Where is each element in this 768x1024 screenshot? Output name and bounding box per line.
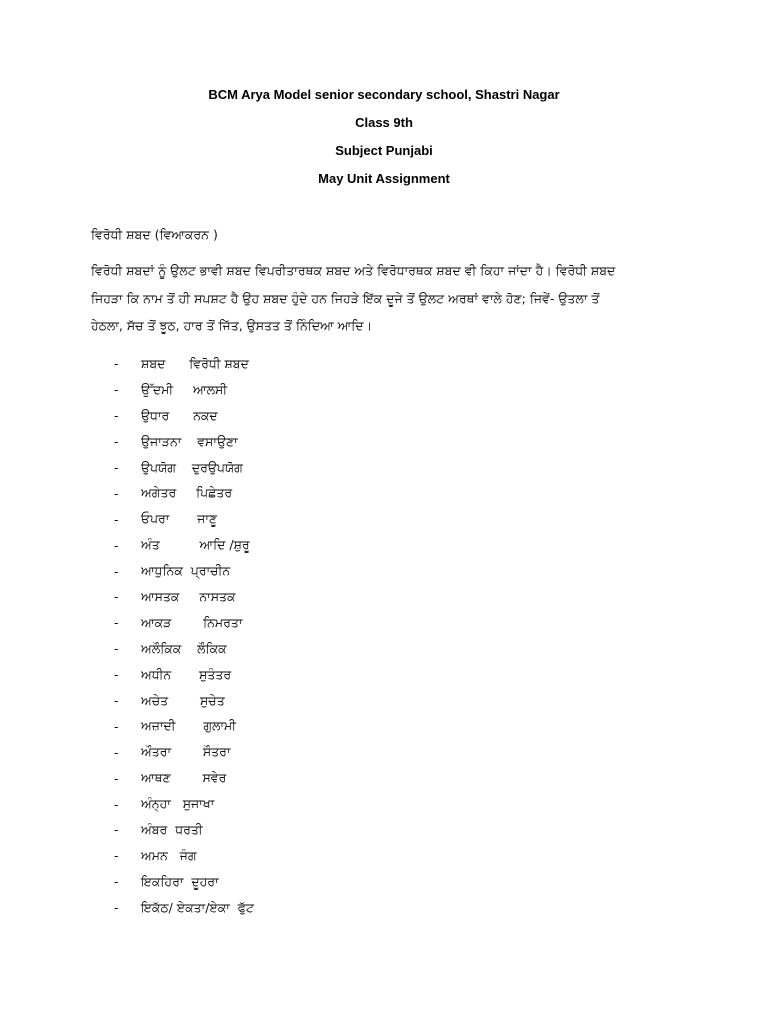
bullet-dash: -	[114, 667, 119, 683]
section-title: ਵਿਰੋਧੀ ਸ਼ਬਦ (ਵਿਆਕਰਨ )	[91, 227, 218, 242]
list-item	[114, 791, 254, 817]
list-item	[114, 480, 254, 506]
assignment-title: May Unit Assignment	[318, 171, 450, 186]
list-item	[114, 713, 254, 739]
word-pair-text: ਉਜਾੜਨਾ ਵਸਾਉਣਾ	[141, 433, 238, 449]
list-item	[114, 558, 254, 584]
word-pair-text: ਉੱਦਮੀ ਆਲਸੀ	[141, 381, 228, 397]
bullet-dash: -	[114, 434, 119, 450]
bullet-dash: -	[114, 718, 119, 734]
list-item	[114, 610, 254, 636]
list-item	[114, 895, 254, 921]
word-pair-text: ਆਥਣ ਸਵੇਰ	[141, 770, 227, 786]
bullet-dash: -	[114, 382, 119, 398]
bullet-dash: -	[114, 693, 119, 709]
list-item	[114, 662, 254, 688]
class-label: Class 9th	[355, 115, 413, 130]
list-item	[114, 584, 254, 610]
bullet-dash: -	[114, 460, 119, 475]
list-item	[114, 403, 254, 429]
word-pair-text: ਅਮਨ ਜੰਗ	[141, 847, 197, 863]
word-pair-text: ਅਲੌਕਿਕ ਲੌਕਿਕ	[141, 640, 227, 656]
word-pair-text: ਉਧਾਰ ਨਕਦ	[141, 407, 218, 423]
bullet-dash: -	[114, 511, 119, 527]
word-pair-text: ਅਚੇਤ ਸੁਚੇਤ	[141, 692, 225, 708]
word-pair-text: ਅੰਬਰ ਧਰਤੀ	[141, 821, 203, 837]
word-pair-text: ਅੰਤ ਆਦਿ /ਸ਼ੁਰੂ	[141, 537, 250, 553]
bullet-dash: -	[114, 537, 119, 553]
list-item	[114, 351, 254, 377]
paragraph-line: ਜਿਹੜਾ ਕਿ ਨਾਮ ਤੋਂ ਹੀ ਸਪਸ਼ਟ ਹੈ ਉਹ ਸ਼ਬਦ ਹੁੰਦੇ ਹਨ ਜਿਹੜੇ ਇੱਕ ਦੂਜੇ ਤੋਂ ਉਲਟ ਅਰਥਾਂ ਵਾਲੇ ਹੋਣ; ਜਿਵੇਂ- ਉਤਲਾ ਤੋਂ	[91, 290, 600, 306]
bullet-dash: -	[114, 900, 119, 916]
word-pair-text: ਇਕੱਠ/ ਏਕਤਾ/ਏਕਾ ਫੁੱਟ	[141, 899, 254, 915]
bullet-dash: -	[114, 563, 119, 579]
paragraph-line: ਹੇਠਲਾ, ਸੱਚ ਤੋਂ ਝੂਠ, ਹਾਰ ਤੋਂ ਜਿੱਤ, ਉਸਤਤ ਤੋਂ ਨਿੰਦਿਆ ਆਦਿ।	[91, 318, 373, 333]
list-item	[114, 429, 254, 455]
word-pair-text: ਓਪਰਾ ਜਾਣੂ	[141, 511, 218, 527]
bullet-dash: -	[114, 770, 119, 786]
word-pair-text: ਅਧੀਨ ਸੁਤੰਤਰ	[141, 666, 232, 682]
antonym-list	[114, 351, 254, 921]
list-item	[114, 377, 254, 403]
word-pair-text: ਅਜ਼ਾਦੀ ਗੁਲਾਮੀ	[141, 718, 237, 734]
word-pair-text: ਆਕੜ ਨਿਮਰਤਾ	[141, 614, 243, 630]
bullet-dash: -	[114, 589, 119, 605]
document-header	[0, 86, 768, 198]
bullet-dash: -	[114, 641, 119, 657]
bullet-dash: -	[114, 744, 119, 760]
bullet-dash: -	[114, 485, 119, 501]
word-pair-text: ਸ਼ਬਦ ਵਿਰੋਧੀ ਸ਼ਬਦ	[141, 355, 249, 371]
bullet-dash: -	[114, 796, 119, 812]
subject-label: Subject Punjabi	[335, 143, 433, 158]
list-item	[114, 455, 254, 481]
bullet-dash: -	[114, 356, 119, 372]
list-item	[114, 506, 254, 532]
list-item	[114, 869, 254, 895]
list-item	[114, 532, 254, 558]
list-item	[114, 636, 254, 662]
word-pair-text: ਇਕਹਿਰਾ ਦੂਹਰਾ	[141, 873, 219, 889]
bullet-dash: -	[114, 874, 119, 890]
word-pair-text: ਆਸਤਕ ਨਾਸਤਕ	[141, 588, 236, 604]
paragraph-line: ਵਿਰੋਧੀ ਸ਼ਬਦਾਂ ਨੂੰ ਉਲਟ ਭਾਵੀ ਸ਼ਬਦ ਵਿਪਰੀਤਾਰਥਕ ਸ਼ਬਦ ਅਤੇ ਵਿਰੋਧਾਰਥਕ ਸ਼ਬਦ ਵੀ ਕਿਹਾ ਜਾਂਦਾ ਹੈ। ਵਿਰੋਧੀ ਸ਼ਬਦ	[91, 263, 616, 278]
bullet-dash: -	[114, 615, 119, 631]
word-pair-text: ਅੰਨ੍ਹਾ ਸੁਜਾਖਾ	[141, 796, 215, 812]
list-item	[114, 739, 254, 765]
word-pair-text: ਔਤਰਾ ਸੌਤਰਾ	[141, 744, 231, 760]
list-item	[114, 843, 254, 869]
definition-paragraph	[91, 262, 681, 345]
list-item	[114, 817, 254, 843]
bullet-dash: -	[114, 848, 119, 864]
list-item	[114, 765, 254, 791]
bullet-dash: -	[114, 408, 119, 424]
word-pair-text: ਅਗੇਤਰ ਪਿਛੇਤਰ	[141, 485, 233, 501]
word-pair-text: ਉਪਯੋਗ ਦੁਰਉਪਯੋਗ	[141, 459, 243, 475]
bullet-dash: -	[114, 822, 119, 838]
word-pair-text: ਆਧੁਨਿਕ ਪ੍ਰਾਚੀਨ	[141, 563, 231, 579]
list-item	[114, 688, 254, 714]
school-name: BCM Arya Model senior secondary school, Shastri Nagar	[208, 87, 560, 102]
